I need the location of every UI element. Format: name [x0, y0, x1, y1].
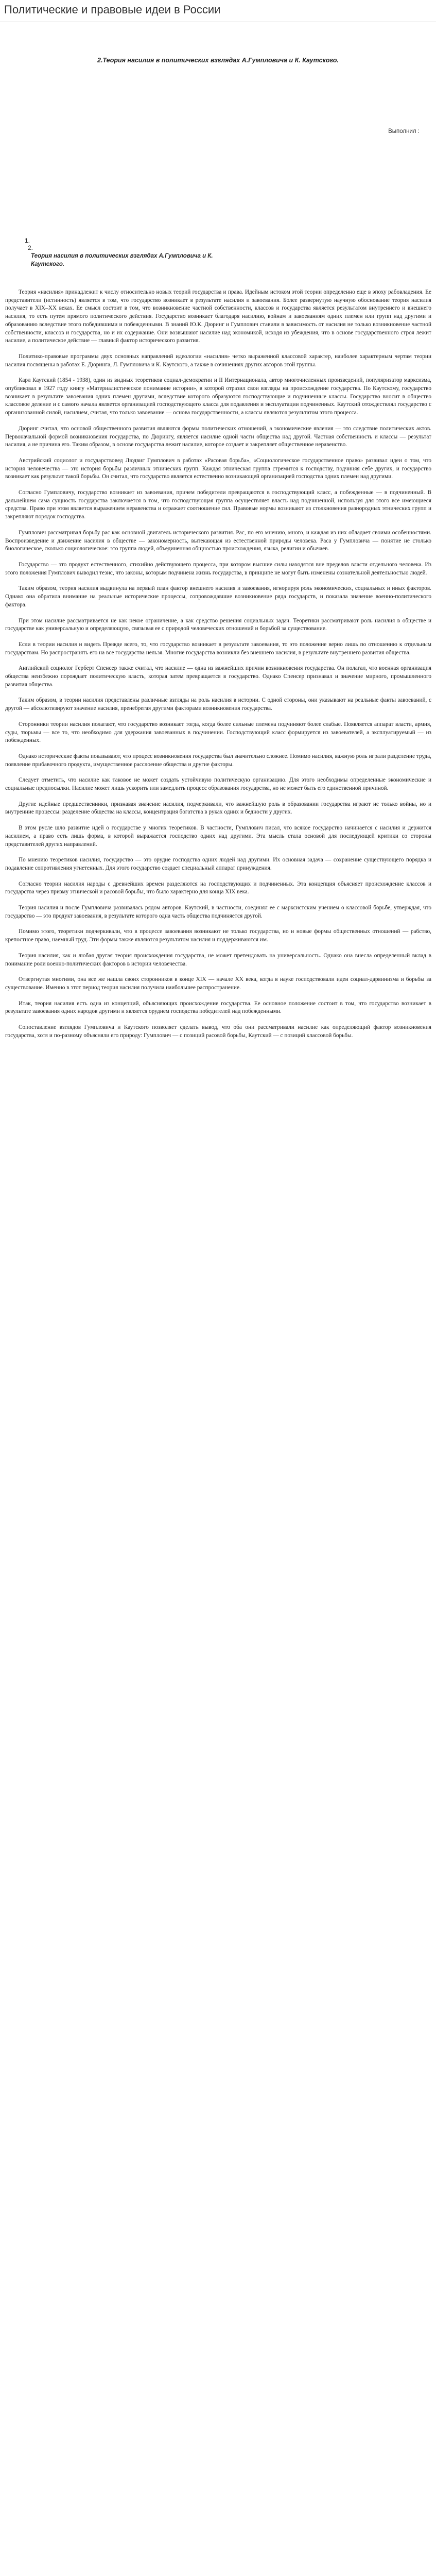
paragraph: Согласно теории насилия народы с древнейших времен разделяются на господствующих и подчиненных. Эта концепция объясняет происхождение классов и государства через призму этнической и расовой борьбы, что было характерно для конца XIX века. [5, 880, 431, 895]
paragraph: Карл Каутский (1854 - 1938), один из видных теоретиков социал-демократии и II Интернационала, автор многочисленных произведений, популяризатор марксизма, опубликовал в 1927 году книгу «Материалистическое понимание истории», в которой отразил свои взгляды на происхождение государства. По Каутскому, государство возникает в результате завоевания одних племен другими, вследствие которого образуются господствующие и подчиненные классы. Государство вносит в общество классовое деление и с самого начала является организацией господствующего класса для подавления и эксплуатации подчиненных. Каутский отождествлял государство с организованной силой, насилием, считая, что только завоевание — основа государственности, а классы являются результатом этого процесса. [5, 377, 431, 416]
paragraph: Таким образом, в теории насилия представлены различные взгляды на роль насилия в истории. С одной стороны, они указывают на реальные факты завоеваний, с другой — абсолютизируют значение насилия, пренебрегая другими факторами возникновения государства. [5, 697, 431, 712]
article-body [5, 289, 431, 1048]
page-title: Политические и правовые идеи в России [4, 3, 221, 16]
performer-label: Выполнил : [388, 128, 420, 134]
paragraph: Сторонники теории насилия полагают, что государство возникает тогда, когда более сильные племена подчиняют более слабые. Появляется аппарат власти, армия, суды, тюрьмы — все то, что необходимо для удержания завоеванных в подчинении. Господствующий класс формируется из завоевателей, а эксплуатируемый — из побежденных. [5, 721, 431, 744]
paragraph: Согласно Гумпловичу, государство возникает из завоевания, причем победители превращаются в господствующий класс, а побежденные — в подчиненный. В дальнейшем сама сущность государства заключается в том, что господствующая группа осуществляет власть над подчиненной, используя для этого все имеющиеся средства. Право при этом является выражением неравенства и отражает соотношение сил. Правовые нормы возникают из столкновения разнородных этнических групп и закрепляют порядок господства. [5, 489, 431, 520]
paragraph: При этом насилие рассматривается не как некое ограничение, а как средство решения социальных задач. Теоретики рассматривают роль насилия в обществе и государстве как универсальную и определяющую, связывая ее с природой человеческих отношений и борьбой за существование. [5, 617, 431, 632]
paragraph: Гумплович рассматривал борьбу рас как основной двигатель исторического развития. Рас, по его мнению, много, и каждая из них обладает своими особенностями. Воспроизведение и движение насилия в обществе — закономерность, вытекающая из естественной природы человека. Раса у Гумпловича — понятие не столько биологическое, сколько социологическое: это группа людей, объединенная общностью происхождения, языка, религии и обычаев. [5, 529, 431, 552]
paragraph: Таким образом, теория насилия выдвинула на первый план фактор внешнего насилия и завоевания, игнорируя роль экономических, социальных и иных факторов. Однако она обратила внимание на реальные исторические процессы, сопровождавшие возникновение ряда государств, и показала значение военно-политического фактора. [5, 585, 431, 608]
paragraph: Однако исторические факты показывают, что процесс возникновения государства был значительно сложнее. Помимо насилия, важную роль играли разделение труда, появление прибавочного продукта, имущественное расслоение общества и другие факторы. [5, 753, 431, 768]
section-title: Теория насилия в политических взглядах А.Гумпловича и К. Каутского. [31, 253, 213, 267]
paragraph: В этом русле шло развитие идей о государстве у многих теоретиков. В частности, Гумплович писал, что всякое государство начинается с насилия и держится насилием, а право есть лишь форма, в которой выражается господство одних над другими. Эта мысль стала основой для последующей критики со стороны представителей других направлений. [5, 825, 431, 848]
list-number: 1. [25, 237, 30, 244]
paragraph: Помимо этого, теоретики подчеркивали, что в процессе завоевания возникают не только государства, но и новые формы общественных отношений — рабство, крепостное право, наемный труд. Эти формы также являются результатом насилия и поддерживаются им. [5, 928, 431, 943]
paragraph: Теория насилия, как и любая другая теория происхождения государства, не может претендовать на универсальность. Однако она внесла определенный вклад в понимание роли военно-политических факторов в истории человечества. [5, 952, 431, 967]
paragraph: Сопоставление взглядов Гумпловича и Каутского позволяет сделать вывод, что оба они рассматривали насилие как определяющий фактор возникновения государства, хотя и по-разному объясняли его природу: Гумплович — с позиций расовой борьбы, Каутский — с позиций классовой борьбы. [5, 1024, 431, 1039]
paragraph: Австрийский социолог и государствовед Людвиг Гумплович в работах «Расовая борьба», «Социологическое государственное право» развивал идеи о том, что история человечества — это история борьбы различных этнических групп. Каждая этническая группа стремится к господству, подчиняя себе других, и государство возникает как результат такой борьбы. Он считал, что государство является естественно возникающей организацией господства одних племен над другими. [5, 457, 431, 480]
paragraph: Если в теории насилия и видеть Прежде всего, то, что государство возникает в результате завоевания, то это положение верно лишь по отношению к отдельным государствам. Но распространять его на все государства нельзя. Многие государства возникли без внешнего насилия, в результате внутреннего развития общества. [5, 641, 431, 656]
paragraph: Следует отметить, что насилие как таковое не может создать устойчивую политическую организацию. Для этого необходимы определенные экономические и социальные предпосылки. Насилие может лишь ускорить или замедлить процесс образования государства, но не может быть его единственной причиной. [5, 777, 431, 792]
paragraph: Теория «насилия» принадлежит к числу относительно новых теорий государства и права. Идейным истоком этой теории определенно еще в эпоху рабовладения. Ее представители (истинность) является в том, что государство возникает в результате насилия и завоевания. Более развернутую научную обоснование теория насилия получает в XIX–XX веках. Ее смысл состоит в том, что возникновение частной собственности, классов и государства является результатом внутреннего и внешнего насилия, то есть путем прямого политического действия. Государство возникает благодаря насилию, войнам и завоеваниям одних племен или групп над другими и образованию вследствие этого победившими и побежденными. В знаний Ю.К. Дюринг и Гумплович ставили в зависимость от насилия не только возникновение частной собственности, классов и государства, но и их содержание. Они возвышают насилие над экономикой, исходя из убеждения, что в основе государственного строя лежит насилие, а политическое действие — главный фактор исторического развития. [5, 289, 431, 344]
paragraph: Политико-правовые программы двух основных направлений идеологии «насилия» четко выраженной классовой характер, наиболее характерным чертам теории насилия посвящены в работах Е. Дюринга, Л. Гумпловича и К. Каутского, а также в сочинениях других авторов этой группы. [5, 353, 431, 368]
paragraph: Государство — это продукт естественного, стихийно действующего процесса, при котором высшие силы находятся вне пределов власти отдельного человека. Из этого положения Гумплович выводил тезис, что законы, которым подчинена жизнь государства, в принципе не могут быть изменены сознательной деятельностью людей. [5, 561, 431, 576]
paragraph: Английский социолог Герберт Спенсер также считал, что насилие — одна из важнейших причин возникновения государства. Он полагал, что военная организация общества неизбежно порождает политическую власть, которая затем превращается в государство. Однако Спенсер признавал и значение мирного, промышленного развития общества. [5, 665, 431, 688]
list-number: 2. [28, 244, 33, 251]
paragraph: Теория насилия и после Гумпловича развивалась рядом авторов. Каутский, в частности, соединял ее с марксистским учением о классовой борьбе, утверждая, что государство — это продукт завоевания, в результате которого одна часть общества подчиняется другой. [5, 905, 431, 919]
paragraph: Дюринг считал, что основой общественного развития являются формы политических отношений, а экономические явления — это следствие политических актов. Первоначальной формой возникновения государства, по Дюрингу, является насилие одной части общества над другой. Частная собственность и классы — результат насилия, а не причина его. Таким образом, в основе государства лежит насилие, которое создает и закрепляет общественное неравенство. [5, 425, 431, 448]
paragraph: Другие идейные предшественники, признавая значение насилия, подчеркивали, что важнейшую роль в образовании государства играют не только войны, но и внутренние процессы: разделение общества на классы, концентрация богатства в руках одних и бедности у других. [5, 801, 431, 816]
paragraph: По мнению теоретиков насилия, государство — это орудие господства одних людей над другими. Их основная задача — сохранение существующего порядка и подавление сопротивления угнетенных. Для этого государство создает специальный аппарат принуждения. [5, 857, 431, 871]
paragraph: Отвергнутая многими, она все же нашла своих сторонников в конце XIX — начале XX века, когда в науке господствовали идеи социал-дарвинизма и борьбы за существование. Именно в этот период теория насилия получила наибольшее распространение. [5, 976, 431, 991]
paragraph: Итак, теория насилия есть одна из концепций, объясняющих происхождение государства. Ее основное положение состоит в том, что государство возникает в результате завоевания одних народов другими и является орудием господства победителей над побежденными. [5, 1000, 431, 1015]
document-heading: 2.Теория насилия в политических взглядах А.Гумпловича и К. Каутского. [97, 57, 339, 64]
